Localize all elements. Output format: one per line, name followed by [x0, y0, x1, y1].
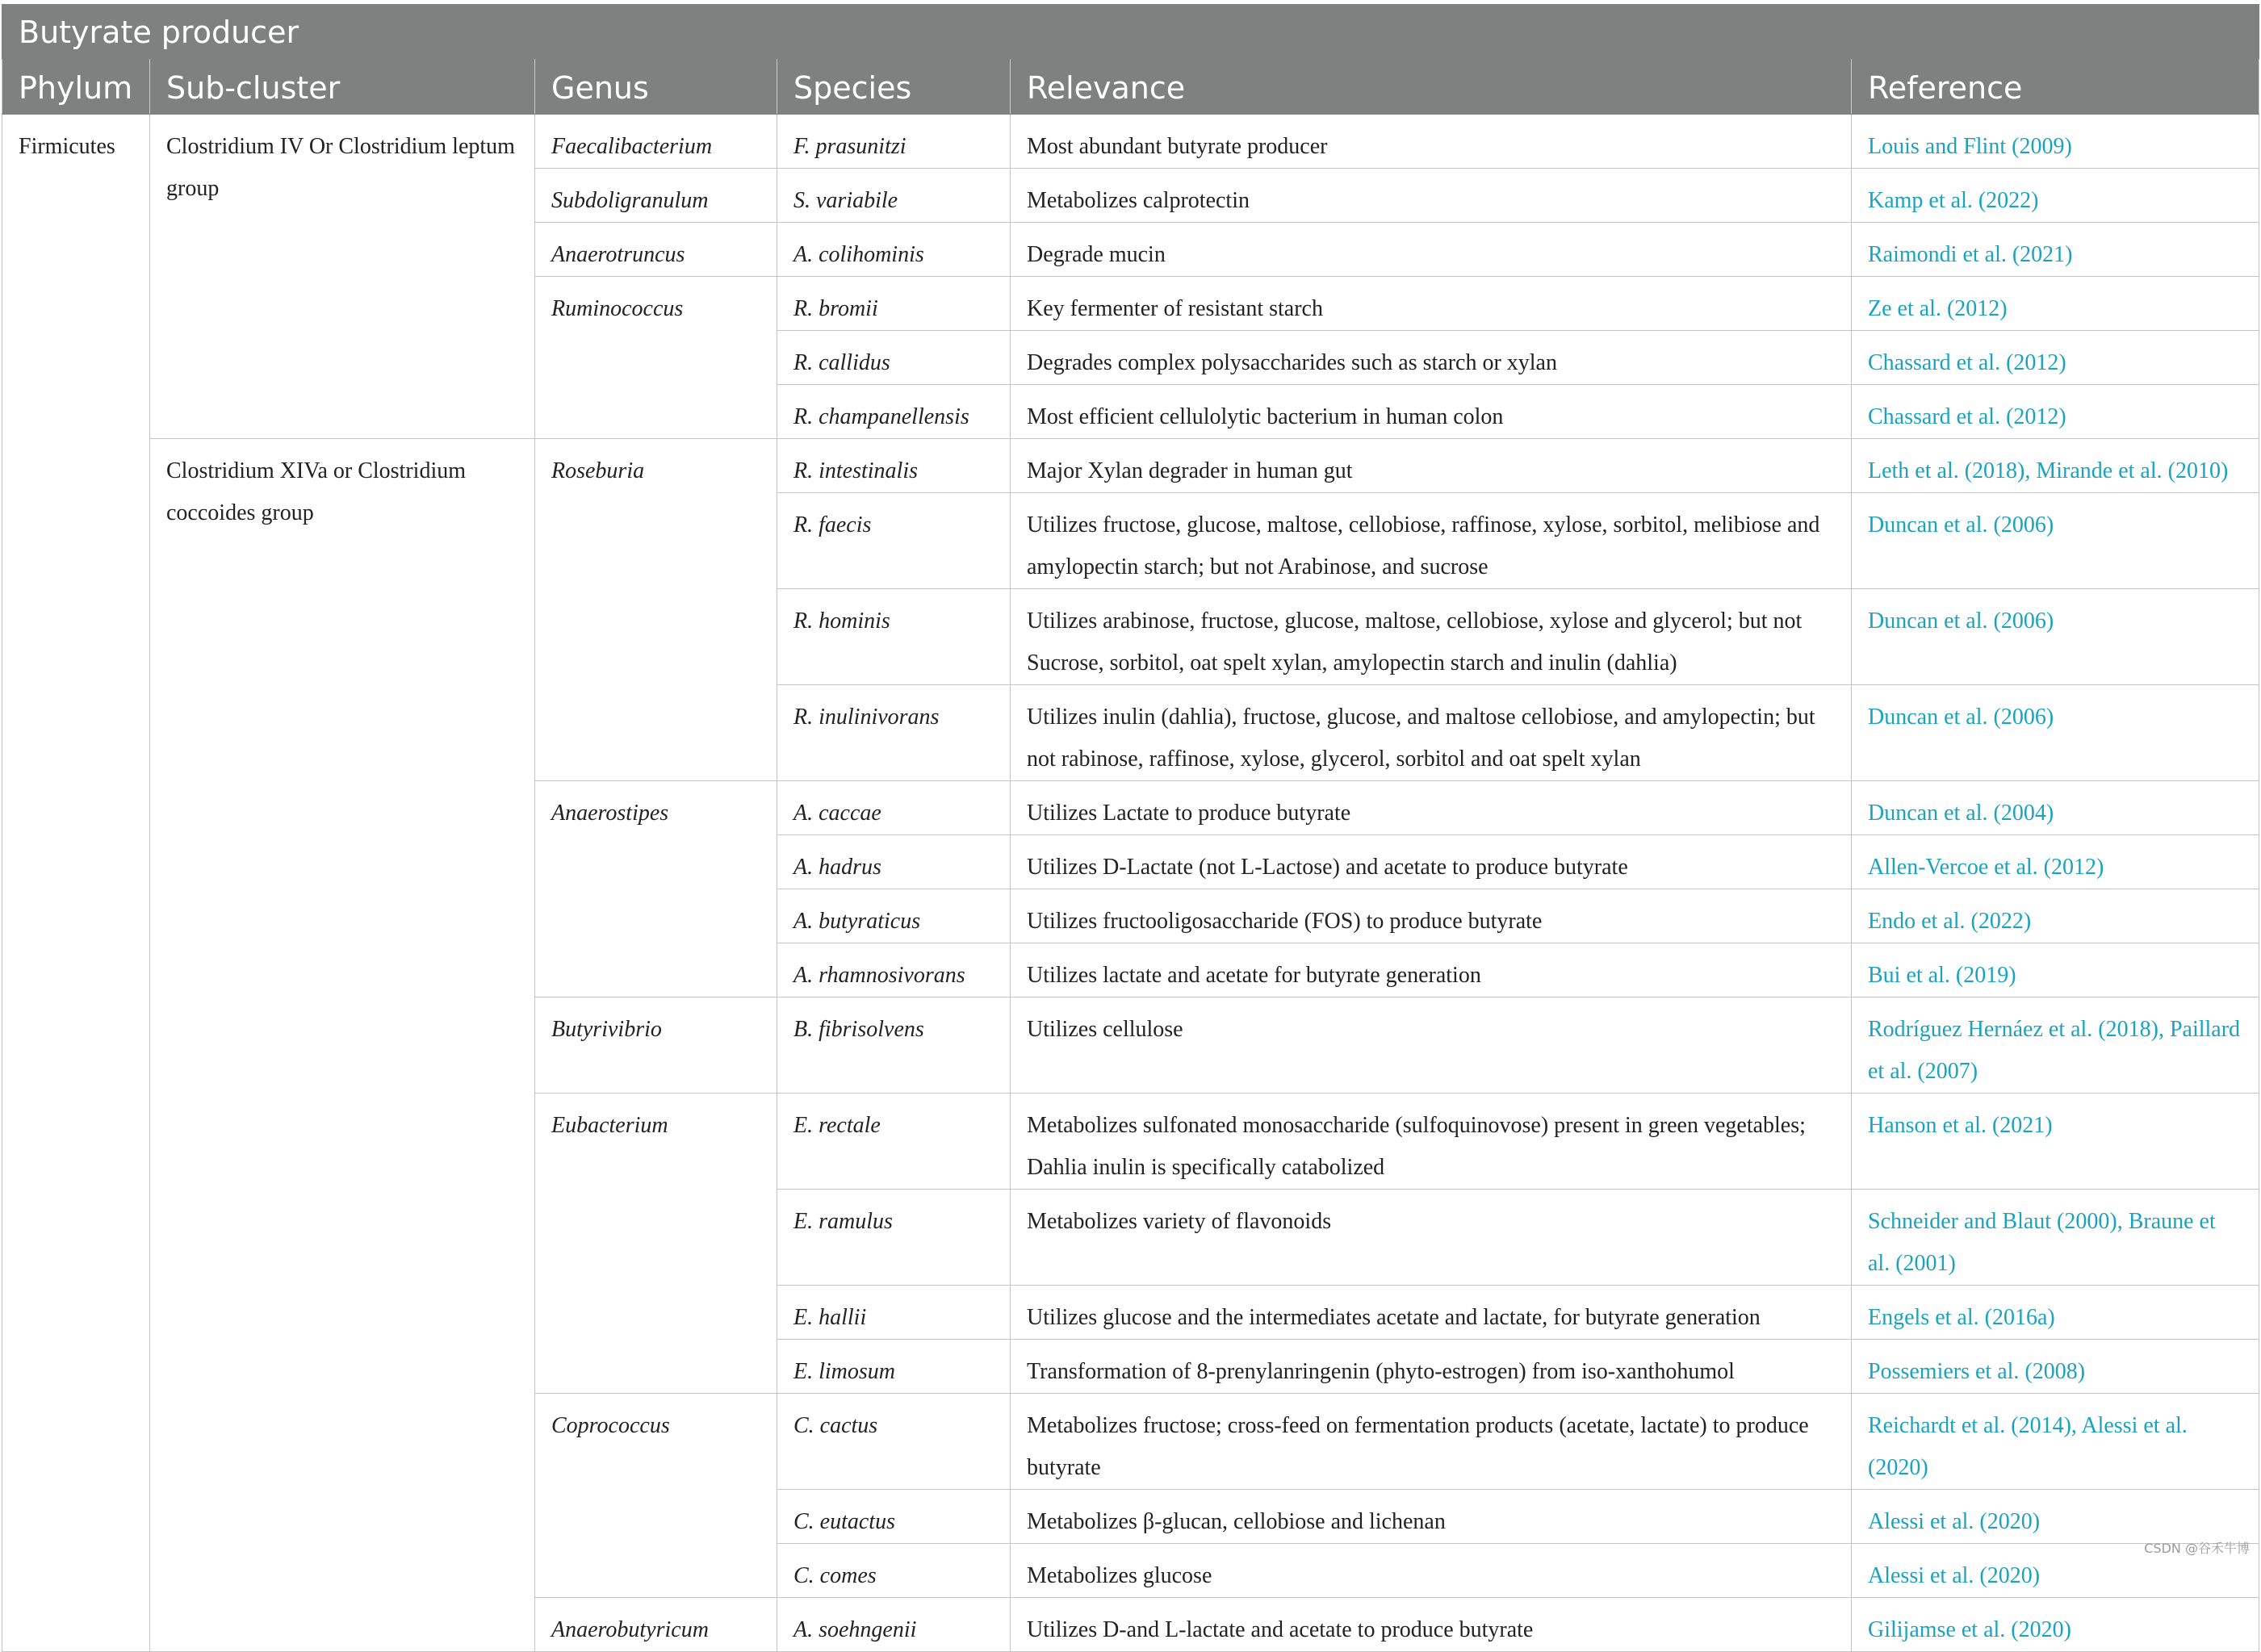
reference-link[interactable]: Duncan et al. (2006)	[1852, 493, 2259, 589]
relevance-cell: Degrade mucin	[1011, 223, 1852, 277]
reference-link[interactable]: Louis and Flint (2009)	[1852, 115, 2259, 169]
genus-cell: Ruminococcus	[535, 277, 777, 439]
relevance-cell: Metabolizes glucose	[1011, 1544, 1852, 1598]
genus-cell: Anaerostipes	[535, 781, 777, 997]
relevance-cell: Utilizes cellulose	[1011, 997, 1852, 1094]
species-cell: A. colihominis	[777, 223, 1011, 277]
reference-link[interactable]: Raimondi et al. (2021)	[1852, 223, 2259, 277]
butyrate-producer-table	[2, 4, 2259, 1652]
relevance-cell: Key fermenter of resistant starch	[1011, 277, 1852, 331]
genus-cell: Butyrivibrio	[535, 997, 777, 1094]
header-species: Species	[777, 59, 1011, 115]
reference-link[interactable]: Possemiers et al. (2008)	[1852, 1340, 2259, 1394]
reference-link[interactable]: Duncan et al. (2006)	[1852, 589, 2259, 685]
header-relevance: Relevance	[1011, 59, 1852, 115]
relevance-cell: Most efficient cellulolytic bacterium in human colon	[1011, 385, 1852, 439]
relevance-cell: Utilizes D-and L-lactate and acetate to produce butyrate	[1011, 1598, 1852, 1652]
genus-cell: Roseburia	[535, 439, 777, 781]
reference-link[interactable]: Alessi et al. (2020)	[1852, 1544, 2259, 1598]
reference-link[interactable]: Duncan et al. (2006)	[1852, 685, 2259, 781]
reference-link[interactable]: Chassard et al. (2012)	[1852, 331, 2259, 385]
species-cell: A. hadrus	[777, 835, 1011, 889]
relevance-cell: Transformation of 8-prenylanringenin (phyto-estrogen) from iso-xanthohumol	[1011, 1340, 1852, 1394]
reference-link[interactable]: Alessi et al. (2020)	[1852, 1490, 2259, 1544]
species-cell: R. hominis	[777, 589, 1011, 685]
species-cell: R. callidus	[777, 331, 1011, 385]
header-phylum: Phylum	[2, 59, 150, 115]
genus-cell: Coprococcus	[535, 1394, 777, 1598]
species-cell: E. hallii	[777, 1286, 1011, 1340]
reference-link[interactable]: Rodríguez Hernáez et al. (2018), Paillard et al. (2007)	[1852, 997, 2259, 1094]
table-row	[2, 115, 2259, 169]
genus-cell: Eubacterium	[535, 1094, 777, 1394]
relevance-cell: Metabolizes variety of flavonoids	[1011, 1190, 1852, 1286]
relevance-cell: Metabolizes β-glucan, cellobiose and lichenan	[1011, 1490, 1852, 1544]
relevance-cell: Utilizes lactate and acetate for butyrate generation	[1011, 943, 1852, 997]
subcluster-cell: Clostridium XIVa or Clostridium coccoides group	[150, 439, 535, 1652]
relevance-cell: Utilizes fructose, glucose, maltose, cellobiose, raffinose, xylose, sorbitol, melibiose and amylopectin starch; but not Arabinose, and sucrose	[1011, 493, 1852, 589]
species-cell: A. rhamnosivorans	[777, 943, 1011, 997]
header-reference: Reference	[1852, 59, 2259, 115]
relevance-cell: Utilizes Lactate to produce butyrate	[1011, 781, 1852, 835]
relevance-cell: Utilizes glucose and the intermediates acetate and lactate, for butyrate generation	[1011, 1286, 1852, 1340]
reference-link[interactable]: Ze et al. (2012)	[1852, 277, 2259, 331]
species-cell: R. inulinivorans	[777, 685, 1011, 781]
reference-link[interactable]: Schneider and Blaut (2000), Braune et al. (2001)	[1852, 1190, 2259, 1286]
phylum-cell: Firmicutes	[2, 115, 150, 1652]
reference-link[interactable]: Duncan et al. (2004)	[1852, 781, 2259, 835]
reference-link[interactable]: Allen-Vercoe et al. (2012)	[1852, 835, 2259, 889]
species-cell: C. cactus	[777, 1394, 1011, 1490]
reference-link[interactable]: Kamp et al. (2022)	[1852, 169, 2259, 223]
relevance-cell: Metabolizes calprotectin	[1011, 169, 1852, 223]
relevance-cell: Utilizes fructooligosaccharide (FOS) to produce butyrate	[1011, 889, 1852, 943]
genus-cell: Anaerotruncus	[535, 223, 777, 277]
table-title-row	[2, 5, 2259, 59]
species-cell: R. champanellensis	[777, 385, 1011, 439]
watermark: CSDN @谷禾牛博	[2144, 1541, 2250, 1556]
table-title: Butyrate producer	[2, 5, 2259, 59]
species-cell: E. rectale	[777, 1094, 1011, 1190]
header-genus: Genus	[535, 59, 777, 115]
relevance-cell: Metabolizes sulfonated monosaccharide (sulfoquinovose) present in green vegetables; Dahlia inulin is specifically catabolized	[1011, 1094, 1852, 1190]
species-cell: F. prasunitzi	[777, 115, 1011, 169]
relevance-cell: Utilizes D-Lactate (not L-Lactose) and acetate to produce butyrate	[1011, 835, 1852, 889]
reference-link[interactable]: Chassard et al. (2012)	[1852, 385, 2259, 439]
reference-link[interactable]: Hanson et al. (2021)	[1852, 1094, 2259, 1190]
species-cell: A. caccae	[777, 781, 1011, 835]
species-cell: R. intestinalis	[777, 439, 1011, 493]
species-cell: S. variabile	[777, 169, 1011, 223]
species-cell: C. eutactus	[777, 1490, 1011, 1544]
relevance-cell: Most abundant butyrate producer	[1011, 115, 1852, 169]
species-cell: B. fibrisolvens	[777, 997, 1011, 1094]
relevance-cell: Utilizes arabinose, fructose, glucose, maltose, cellobiose, xylose and glycerol; but not Sucrose, sorbitol, oat spelt xylan, amylopectin starch and inulin (dahlia)	[1011, 589, 1852, 685]
reference-link[interactable]: Endo et al. (2022)	[1852, 889, 2259, 943]
reference-link[interactable]: Leth et al. (2018), Mirande et al. (2010)	[1852, 439, 2259, 493]
reference-link[interactable]: Gilijamse et al. (2020)	[1852, 1598, 2259, 1652]
species-cell: E. limosum	[777, 1340, 1011, 1394]
relevance-cell: Utilizes inulin (dahlia), fructose, glucose, and maltose cellobiose, and amylopectin; but not rabinose, raffinose, xylose, glycerol, sorbitol and oat spelt xylan	[1011, 685, 1852, 781]
reference-link[interactable]: Reichardt et al. (2014), Alessi et al. (2020)	[1852, 1394, 2259, 1490]
species-cell: A. soehngenii	[777, 1598, 1011, 1652]
species-cell: C. comes	[777, 1544, 1011, 1598]
subcluster-cell: Clostridium IV Or Clostridium leptum group	[150, 115, 535, 439]
reference-link[interactable]: Engels et al. (2016a)	[1852, 1286, 2259, 1340]
header-subcluster: Sub-cluster	[150, 59, 535, 115]
species-cell: R. bromii	[777, 277, 1011, 331]
genus-cell: Anaerobutyricum	[535, 1598, 777, 1652]
relevance-cell: Major Xylan degrader in human gut	[1011, 439, 1852, 493]
species-cell: R. faecis	[777, 493, 1011, 589]
genus-cell: Faecalibacterium	[535, 115, 777, 169]
relevance-cell: Degrades complex polysaccharides such as starch or xylan	[1011, 331, 1852, 385]
table-header-row	[2, 59, 2259, 115]
species-cell: E. ramulus	[777, 1190, 1011, 1286]
relevance-cell: Metabolizes fructose; cross-feed on fermentation products (acetate, lactate) to produce butyrate	[1011, 1394, 1852, 1490]
reference-link[interactable]: Bui et al. (2019)	[1852, 943, 2259, 997]
species-cell: A. butyraticus	[777, 889, 1011, 943]
genus-cell: Subdoligranulum	[535, 169, 777, 223]
table-row	[2, 439, 2259, 493]
